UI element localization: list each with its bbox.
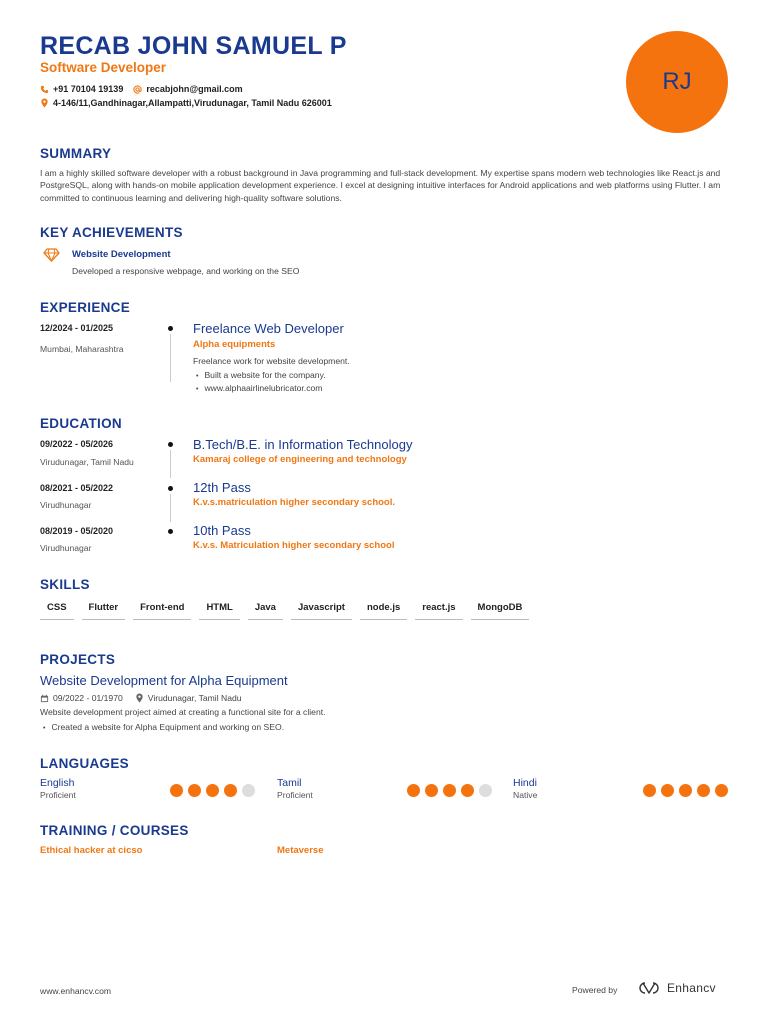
projects-heading: PROJECTS xyxy=(40,652,116,667)
skill-tag: CSS xyxy=(40,602,74,620)
experience-location: Mumbai, Maharashtra xyxy=(40,344,124,354)
rating-dot xyxy=(224,784,237,797)
footer-powered-by: Powered by xyxy=(572,985,618,995)
education-org: Kamaraj college of engineering and technology xyxy=(193,454,407,465)
timeline-line xyxy=(170,494,171,522)
location-pin-icon xyxy=(40,98,49,108)
timeline-dot xyxy=(168,529,173,534)
achievement-title: Website Development xyxy=(72,249,171,260)
rating-dot xyxy=(461,784,474,797)
language-name: Tamil xyxy=(277,777,302,789)
timeline-dot xyxy=(168,486,173,491)
education-location: Virudhunagar xyxy=(40,543,92,553)
language-name: Hindi xyxy=(513,777,537,789)
experience-title: Freelance Web Developer xyxy=(193,321,344,336)
contact-row-address xyxy=(40,98,342,108)
email-text: recabjohn@gmail.com xyxy=(146,84,243,94)
course-item: Ethical hacker at cicso xyxy=(40,845,143,856)
footer-brand[interactable] xyxy=(636,981,716,995)
education-dates: 09/2022 - 05/2026 xyxy=(40,439,114,449)
at-icon xyxy=(133,85,142,94)
language-level: Native xyxy=(513,790,538,800)
footer-brand-text: Enhancv xyxy=(667,981,716,995)
footer-website[interactable]: www.enhancv.com xyxy=(40,986,112,996)
phone-text: +91 70104 19139 xyxy=(53,84,124,94)
skill-tag: MongoDB xyxy=(471,602,530,620)
experience-dates: 12/2024 - 01/2025 xyxy=(40,323,114,333)
project-title: Website Development for Alpha Equipment xyxy=(40,673,288,688)
language-level: Proficient xyxy=(40,790,76,800)
avatar-text: RJ xyxy=(662,68,692,95)
contact-row-primary xyxy=(40,84,253,94)
timeline-dot xyxy=(168,326,173,331)
timeline-line xyxy=(170,450,171,478)
rating-dot xyxy=(697,784,710,797)
achievement-desc: Developed a responsive webpage, and working on the SEO xyxy=(72,266,300,276)
experience-heading: EXPERIENCE xyxy=(40,300,131,315)
skill-tag: Javascript xyxy=(291,602,352,620)
project-location xyxy=(135,693,242,703)
achievements-heading: KEY ACHIEVEMENTS xyxy=(40,225,183,240)
education-title: 12th Pass xyxy=(193,480,251,495)
education-title: B.Tech/B.E. in Information Technology xyxy=(193,437,413,452)
language-rating xyxy=(638,784,728,797)
phone-icon xyxy=(40,85,49,94)
education-location: Virudunagar, Tamil Nadu xyxy=(40,457,134,467)
skills-heading: SKILLS xyxy=(40,577,90,592)
location-pin-icon xyxy=(135,693,144,703)
rating-dot xyxy=(715,784,728,797)
resume-role: Software Developer xyxy=(40,60,167,75)
rating-dot xyxy=(479,784,492,797)
skill-tag: Front-end xyxy=(133,602,191,620)
rating-dot xyxy=(407,784,420,797)
experience-desc: Freelance work for website development. xyxy=(193,356,350,366)
project-bullet: • Created a website for Alpha Equipment and working on SEO. xyxy=(43,722,284,732)
experience-org: Alpha equipments xyxy=(193,339,276,350)
summary-text: I am a highly skilled software developer with a robust background in Java programming and full-stack development. My expertise spans modern web technologies like React.js and PostgreSQL, along with hands-on mobile application development experience. I excel at designing intuitive interfaces for Android applications and web platforms using Flutter. I am committed to continuous learning and delivering high-quality software solutions. xyxy=(40,168,721,203)
skill-tag: node.js xyxy=(360,602,407,620)
language-item xyxy=(40,777,255,800)
summary-heading: SUMMARY xyxy=(40,146,112,161)
languages-heading: LANGUAGES xyxy=(40,756,129,771)
rating-dot xyxy=(679,784,692,797)
rating-dot xyxy=(425,784,438,797)
project-dates xyxy=(40,693,123,703)
skills-list xyxy=(40,602,537,620)
language-name: English xyxy=(40,777,75,789)
project-desc: Website development project aimed at creating a functional site for a client. xyxy=(40,707,326,717)
timeline-line xyxy=(170,334,171,382)
project-dates-text: 09/2022 - 01/1970 xyxy=(53,693,123,703)
skill-tag: HTML xyxy=(199,602,239,620)
education-org: K.v.s.matriculation higher secondary school. xyxy=(193,497,396,508)
language-item xyxy=(513,777,728,800)
skill-tag: Flutter xyxy=(82,602,126,620)
calendar-icon xyxy=(40,694,49,703)
avatar-initials xyxy=(626,31,728,133)
email-contact[interactable] xyxy=(133,84,242,94)
education-heading: EDUCATION xyxy=(40,416,122,431)
education-title: 10th Pass xyxy=(193,523,251,538)
skill-tag: react.js xyxy=(415,602,462,620)
project-location-text: Virudunagar, Tamil Nadu xyxy=(147,693,242,703)
rating-dot xyxy=(206,784,219,797)
language-rating xyxy=(402,784,492,797)
project-meta xyxy=(40,693,254,703)
enhancv-logo-icon xyxy=(636,981,662,995)
address-contact xyxy=(40,98,332,108)
language-level: Proficient xyxy=(277,790,313,800)
education-org: K.v.s. Matriculation higher secondary school xyxy=(193,540,395,551)
rating-dot xyxy=(443,784,456,797)
timeline-dot xyxy=(168,442,173,447)
skill-tag: Java xyxy=(248,602,283,620)
language-rating xyxy=(165,784,255,797)
rating-dot xyxy=(188,784,201,797)
training-heading: TRAINING / COURSES xyxy=(40,823,189,838)
diamond-icon xyxy=(43,248,60,262)
address-text: 4-146/11,Gandhinagar,Allampatti,Virudunagar, Tamil Nadu 626001 xyxy=(53,98,332,108)
language-item xyxy=(277,777,492,800)
rating-dot xyxy=(242,784,255,797)
education-location: Virudhunagar xyxy=(40,500,92,510)
phone-contact[interactable] xyxy=(40,84,123,94)
education-dates: 08/2019 - 05/2020 xyxy=(40,526,114,536)
rating-dot xyxy=(643,784,656,797)
education-dates: 08/2021 - 05/2022 xyxy=(40,483,114,493)
rating-dot xyxy=(170,784,183,797)
course-item: Metaverse xyxy=(277,845,324,856)
experience-bullet[interactable]: • www.alphaairlinelubricator.com xyxy=(196,383,322,393)
experience-bullet: • Built a website for the company. xyxy=(196,370,326,380)
rating-dot xyxy=(661,784,674,797)
resume-name: RECAB JOHN SAMUEL P xyxy=(40,32,347,60)
